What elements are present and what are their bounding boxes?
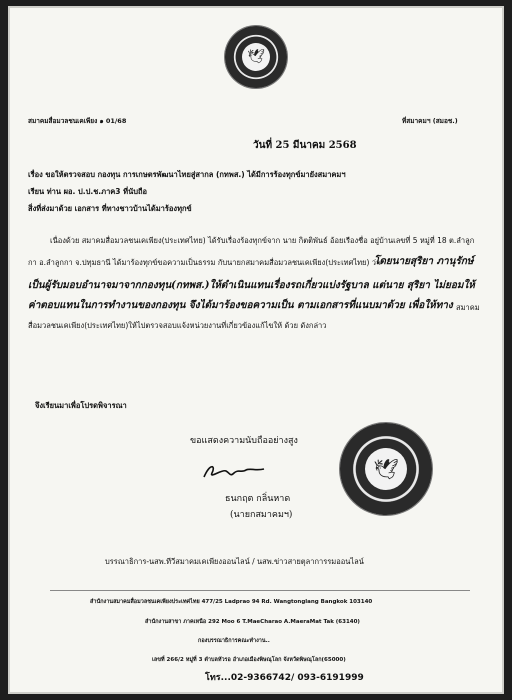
subject-line: เรื่อง ขอให้ตรวจสอบ กองทุน การเกษตรพัฒนาไทยสู่สากล (กทพส.) ได้มีการร้องทุกข์มายังสมาคมฯ	[28, 170, 346, 179]
body-line-2b: โดยนายสุริยา ภานุรักษ์	[374, 256, 474, 267]
signer-name: ธนกฤต กลิ่นหาด	[225, 494, 291, 504]
letter-date: วันที่ 25 มีนาคม 2568	[253, 140, 357, 151]
recipient-line: เรียน ท่าน ผอ. ป.ป.ช.ภาค3 ที่นับถือ	[28, 187, 148, 196]
body-line-5: สื่อมวลชนเคเพียง(ประเทศไทย)ให้ไปตรวจสอบแจ้งหน่วยงานที่เกี่ยวข้องแก้ไขให้ ด้วย ดังกล่าว	[28, 321, 327, 330]
footer-address-1: สำนักงานสมาคมสื่อมวลชนเคเพียงประเทศไทย 477/25 Ladprao 94 Rd. Wangtonglang Bangkok 103140	[90, 599, 373, 605]
footer-editorial: กองบรรณาธิการคณะทำงาน..	[198, 638, 270, 644]
footer-divider	[50, 590, 470, 591]
body-line-2a: กา อ.ลำลูกกา จ.ปทุมธานี ได้มาร้องทุกข์ขอความเป็นธรรม กับนายกสมาคมสื่อมวลชนเคเพียง(ประเทศไทย) ว่า	[28, 258, 381, 267]
reference-number: สมาคมสื่อมวลชนเคเพียง ๑ 01/68	[28, 117, 127, 125]
footer-address-2: สำนักงานสาขา ภาคเหนือ 292 Moo 6 T.MaeCharao A.MaeraMat Tak (63140)	[145, 619, 360, 625]
editors-line: บรรณาธิการ-นสพ.ทีวีสมาคมเคเพียงออนไลน์ / นสพ.ข่าวสายตุลาการรมออนไลน์	[105, 557, 364, 566]
association-stamp-icon: 🕊	[340, 423, 432, 515]
body-line-3: เป็นผู้รับมอบอำนาจมาจากกองทุน(กทพส.)ให้ดำเนินแทนเรื่องรถเกี่ยวแบ่งรัฐบาล แต่นาย สุริยา ไม่ยอมให้	[28, 280, 475, 291]
reference-right: ที่สมาคมฯ (สมอช.)	[402, 117, 458, 125]
association-emblem-icon: 🕊	[225, 26, 287, 88]
body-line-4b: สมาคม	[456, 303, 480, 312]
handwritten-signature	[200, 461, 270, 483]
attachment-line: สิ่งที่ส่งมาด้วย เอกสาร ที่ทางชาวบ้านได้มาร้องทุกข์	[28, 204, 192, 213]
body-line-4a: ค่าตอบแทนในการทำงานของกองทุน จึงได้มาร้องขอความเป็น ตามเอกสารที่แนบมาด้วย เพื่อให้ทาง	[28, 300, 453, 311]
footer-address-3: เลขที่ 266/2 หมู่ที่ 3 ตำบลหัวรอ อำเภอเมืองพิษณุโลก จังหวัดพิษณุโลก(65000)	[152, 657, 346, 663]
signer-title: (นายกสมาคมฯ)	[230, 510, 293, 520]
closing-request: จึงเรียนมาเพื่อโปรดพิจารณา	[35, 401, 127, 410]
letter-paper	[8, 6, 504, 694]
body-line-1: เนื่องด้วย สมาคมสื่อมวลชนเคเพียง(ประเทศไทย) ได้รับเรื่องร้องทุกข์จาก นาย กิตติพันธ์ อ้อยเรืองชื่อ อยู่บ้านเลขที่ 5 หมู่ที่ 18 ต.ลำลูก	[50, 236, 475, 245]
closing-respect: ขอแสดงความนับถืออย่างสูง	[190, 436, 298, 446]
footer-phone: โทร...02-9366742/ 093-6191999	[205, 673, 364, 683]
